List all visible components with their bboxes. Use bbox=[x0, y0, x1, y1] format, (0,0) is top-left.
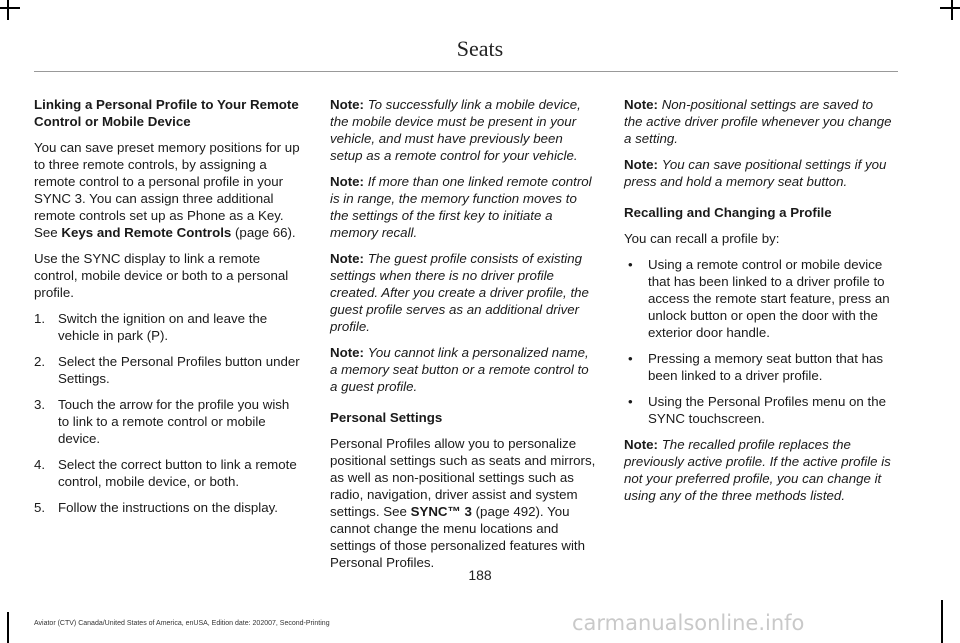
note-text: If more than one linked remote control is in range, the memory function moves to the settings of the first key to initiate a memory recall. bbox=[330, 174, 592, 240]
crop-mark bbox=[951, 0, 953, 20]
list-item bbox=[624, 256, 892, 341]
note bbox=[330, 173, 598, 241]
note-text: You cannot link a personalized name, a memory seat button or a remote control to a guest profile. bbox=[330, 345, 589, 394]
note-text: Non-positional settings are saved to the active driver profile whenever you change a setting. bbox=[624, 97, 892, 146]
page-number: 188 bbox=[468, 567, 492, 583]
list-item bbox=[34, 456, 302, 490]
column-3 bbox=[624, 96, 892, 513]
bullet-list bbox=[624, 256, 892, 427]
note bbox=[330, 344, 598, 395]
paragraph bbox=[330, 435, 598, 571]
cross-reference-link[interactable]: SYNC™ 3 bbox=[410, 504, 472, 519]
note bbox=[624, 156, 892, 190]
list-item bbox=[34, 353, 302, 387]
crop-mark bbox=[7, 0, 9, 20]
bullet-glyph: • bbox=[628, 257, 633, 272]
crop-mark bbox=[0, 7, 20, 9]
list-item bbox=[624, 393, 892, 427]
steps-list bbox=[34, 310, 302, 516]
note-label: Note: bbox=[330, 345, 364, 360]
step-text: Switch the ignition on and leave the vehicle in park (P). bbox=[58, 311, 268, 343]
note-label: Note: bbox=[624, 157, 658, 172]
step-number: 2. bbox=[34, 354, 46, 369]
header-divider bbox=[34, 71, 898, 72]
bullet-text: Pressing a memory seat button that has been linked to a driver profile. bbox=[648, 351, 884, 383]
text: (page 66). bbox=[231, 225, 296, 240]
list-item bbox=[34, 396, 302, 447]
note-text: You can save positional settings if you press and hold a memory seat button. bbox=[624, 157, 887, 189]
note-text: The recalled profile replaces the previously active profile. If the active profile is not your preferred profile, you can change it using any of the three methods listed. bbox=[624, 437, 891, 503]
bullet-glyph: • bbox=[628, 351, 633, 366]
text: (page 492). You cannot change the menu locations and settings of those personalized features with Personal Profiles. bbox=[330, 504, 586, 570]
note bbox=[624, 436, 892, 504]
step-text: Select the correct button to link a remote control, mobile device, or both. bbox=[58, 457, 297, 489]
note-text: To successfully link a mobile device, the mobile device must be present in your vehicle, and must have previously been setup as a remote control for your vehicle. bbox=[330, 97, 581, 163]
paragraph bbox=[34, 139, 302, 241]
note-label: Note: bbox=[330, 174, 364, 189]
step-text: Select the Personal Profiles button under Settings. bbox=[58, 354, 300, 386]
note-label: Note: bbox=[330, 97, 364, 112]
page-title: Seats bbox=[456, 36, 504, 61]
note bbox=[330, 250, 598, 335]
cross-reference-link[interactable]: Keys and Remote Controls bbox=[61, 225, 232, 240]
text: You can save preset memory positions for up to three remote controls, by assigning a remote control to a personal profile in your SYNC 3. You can assign three additional remote controls set up as Phone as a Key. See bbox=[34, 140, 300, 240]
list-item bbox=[34, 499, 302, 516]
list-item bbox=[34, 310, 302, 344]
step-number: 4. bbox=[34, 457, 46, 472]
step-number: 5. bbox=[34, 500, 46, 515]
step-text: Follow the instructions on the display. bbox=[58, 500, 279, 515]
column-1 bbox=[34, 96, 302, 525]
note bbox=[624, 96, 892, 147]
note bbox=[330, 96, 598, 164]
bullet-text: Using a remote control or mobile device that has been linked to a driver profile to access the remote start feature, press an unlock button or open the door with the exterior door handle. bbox=[648, 257, 890, 340]
bullet-text: Using the Personal Profiles menu on the SYNC touchscreen. bbox=[648, 394, 887, 426]
column-2 bbox=[330, 96, 598, 580]
section-heading: Linking a Personal Profile to Your Remote Control or Mobile Device bbox=[34, 97, 299, 129]
note-label: Note: bbox=[330, 251, 364, 266]
paragraph: You can recall a profile by: bbox=[624, 231, 780, 246]
text: Personal Profiles allow you to personalize positional settings such as seats and mirrors, as well as non-positional settings such as radio, navigation, driver assist and system settings. See bbox=[330, 436, 596, 519]
step-number: 3. bbox=[34, 397, 46, 412]
crop-mark bbox=[941, 600, 943, 643]
note-label: Note: bbox=[624, 97, 658, 112]
note-label: Note: bbox=[624, 437, 658, 452]
crop-mark bbox=[940, 7, 960, 9]
list-item bbox=[624, 350, 892, 384]
crop-mark bbox=[7, 612, 9, 643]
paragraph: Use the SYNC display to link a remote control, mobile device or both to a personal profile. bbox=[34, 251, 289, 300]
step-text: Touch the arrow for the profile you wish to link to a remote control or mobile device. bbox=[58, 397, 290, 446]
note-text: The guest profile consists of existing settings when there is no driver profile created. After you create a driver profile, the guest profile serves as an additional driver profile. bbox=[330, 251, 589, 334]
watermark-text: carmanualsonline.info bbox=[572, 611, 805, 635]
footer-text: Aviator (CTV) Canada/United States of America, enUSA, Edition date: 202007, Second-Printing bbox=[34, 620, 330, 627]
step-number: 1. bbox=[34, 311, 46, 326]
section-heading: Personal Settings bbox=[330, 410, 443, 425]
section-heading: Recalling and Changing a Profile bbox=[624, 205, 832, 220]
bullet-glyph: • bbox=[628, 394, 633, 409]
